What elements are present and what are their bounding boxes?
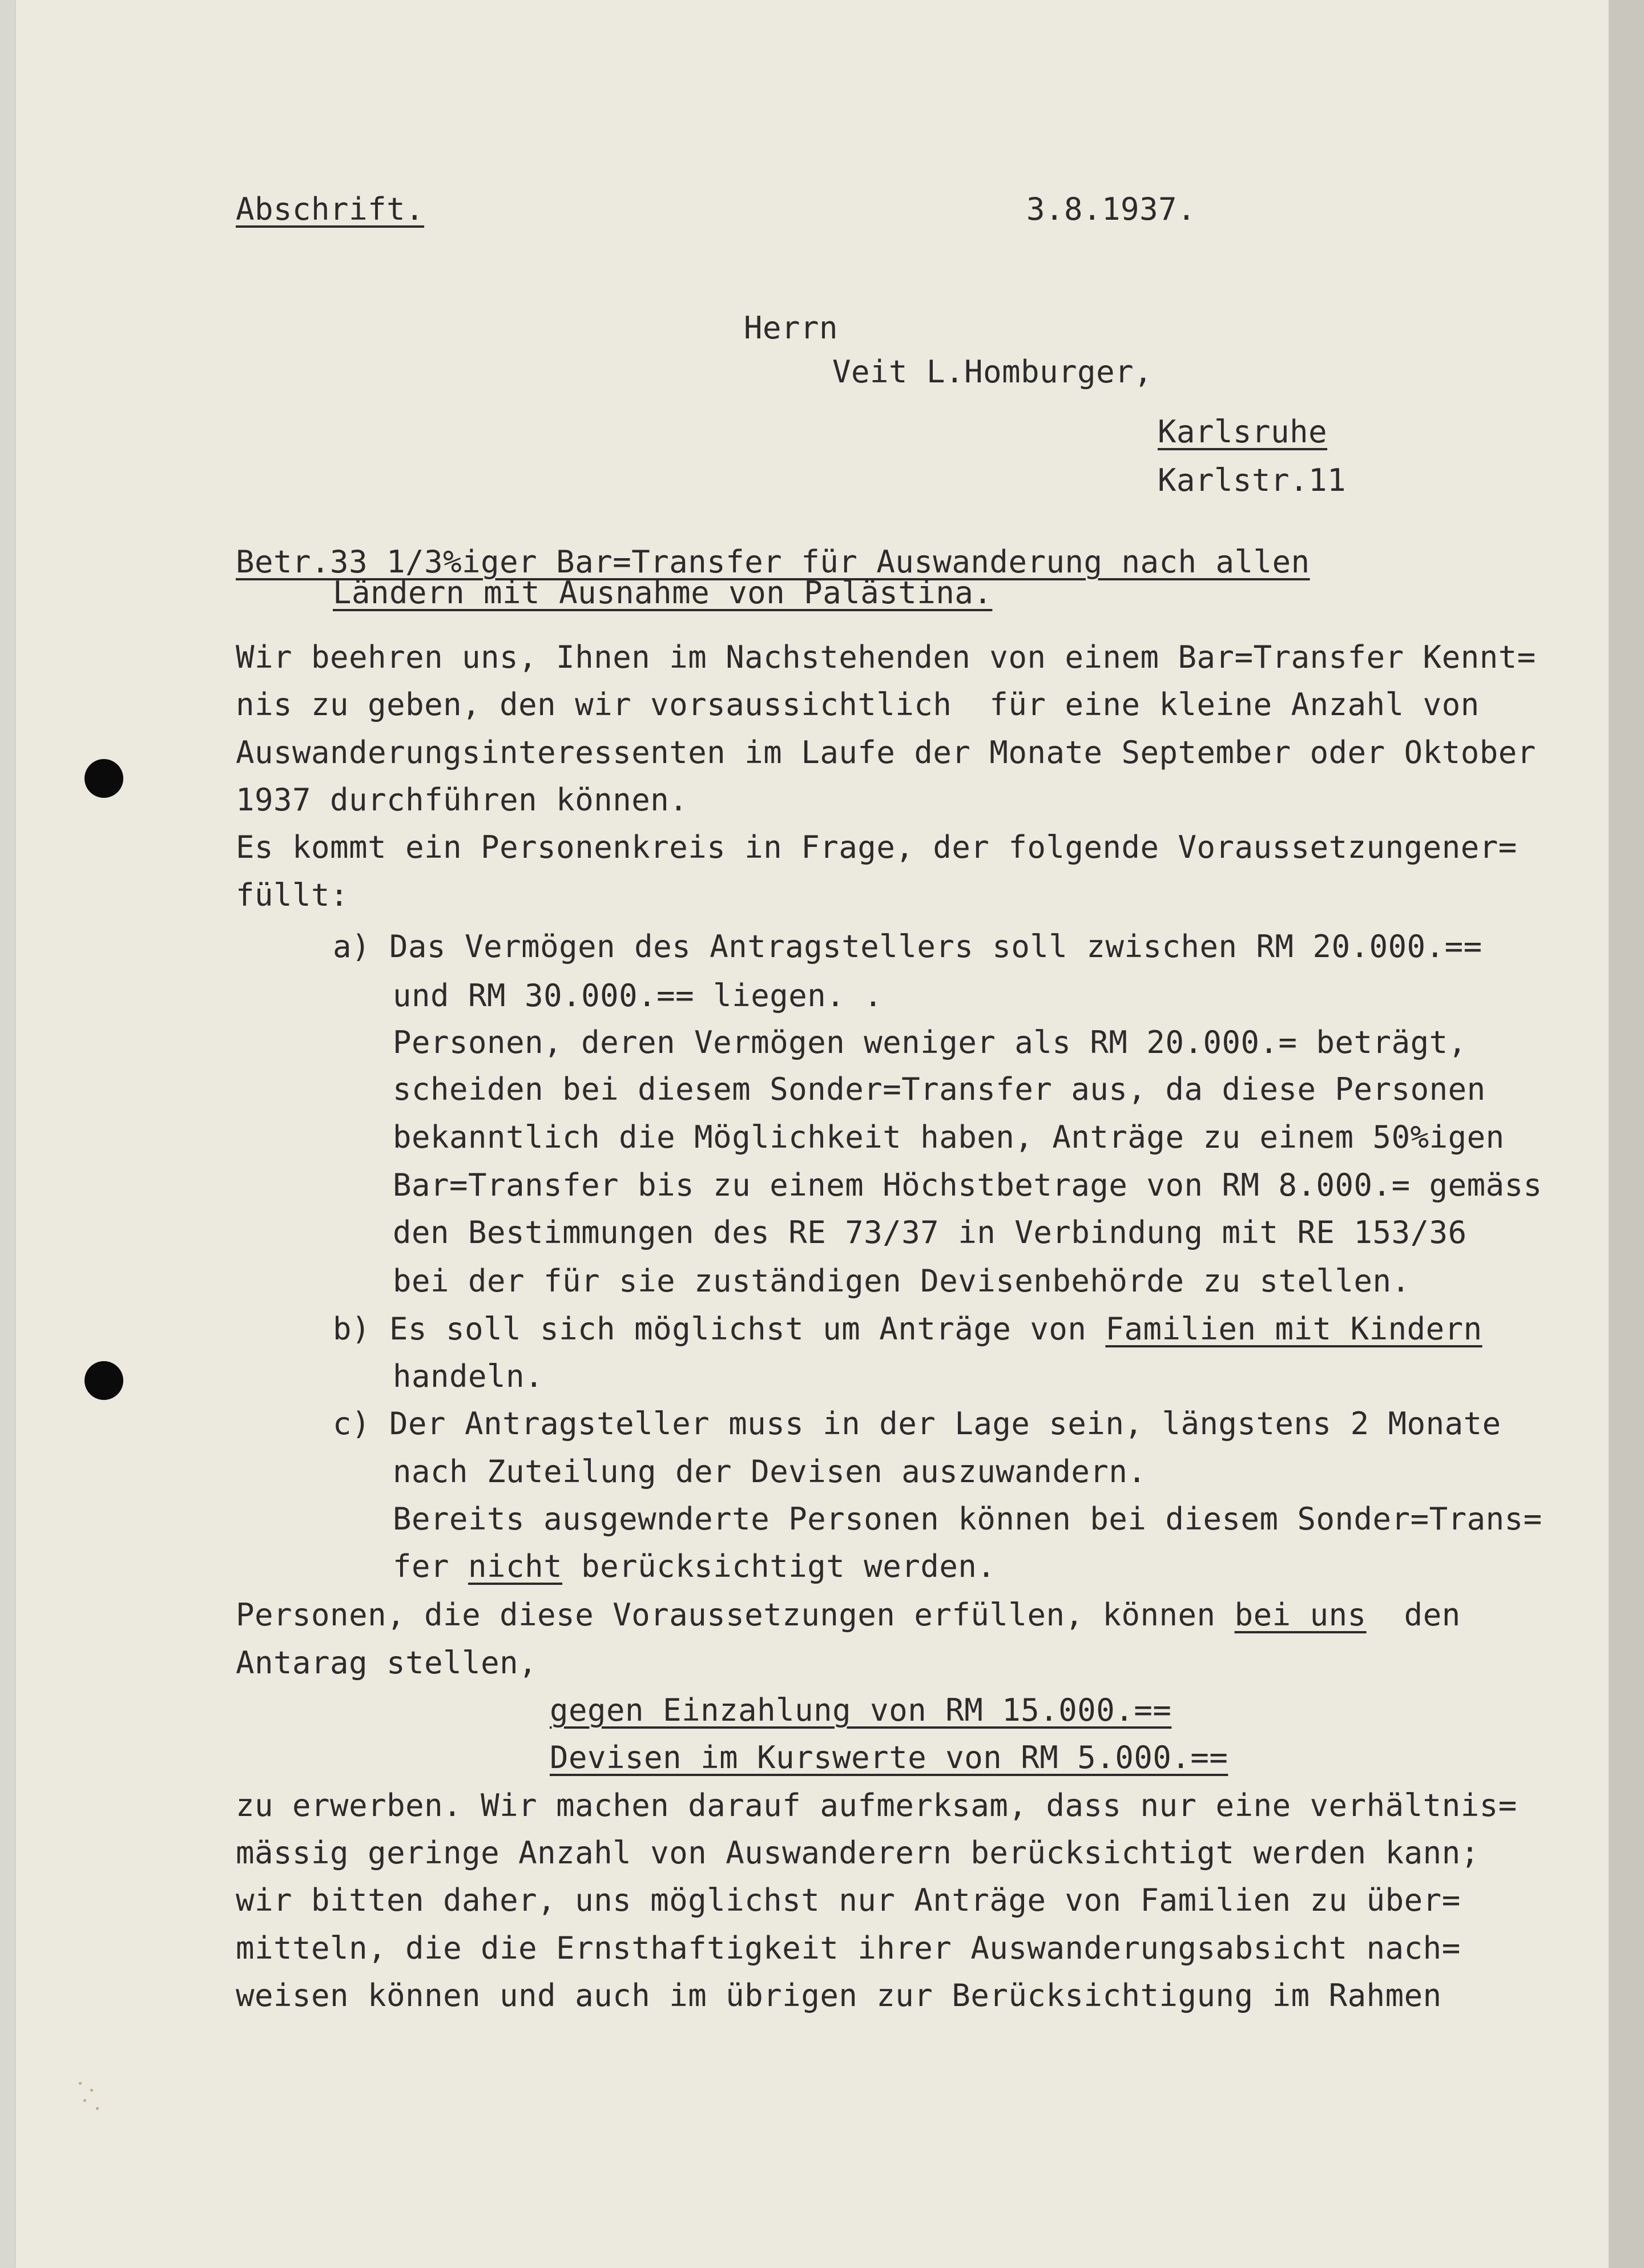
- closing-line: zu erwerben. Wir machen darauf aufmerksam, dass nur eine verhältnis=: [236, 1787, 1517, 1823]
- condition-b-emphasis: Familien mit Kindern: [1105, 1311, 1482, 1347]
- condition-a-line: bei der für sie zuständigen Devisenbehörde zu stellen.: [393, 1263, 1411, 1299]
- condition-b-line: [333, 1311, 1482, 1347]
- closing-text: Personen, die diese Voraussetzungen erfüllen, können: [236, 1597, 1235, 1633]
- closing-centered-amount: gegen Einzahlung von RM 15.000.==: [550, 1692, 1172, 1728]
- condition-c-text: fer: [393, 1548, 469, 1584]
- addressee-city: Karlsruhe: [1158, 414, 1328, 450]
- addressee-name: Veit L.Homburger,: [832, 354, 1153, 390]
- intro-line: füllt:: [236, 877, 349, 913]
- condition-c-line: nach Zuteilung der Devisen auszuwandern.: [393, 1454, 1147, 1490]
- subject-line-1: Betr.33 1/3%iger Bar=Transfer für Auswanderung nach allen: [236, 544, 1310, 580]
- condition-c-emphasis: nicht: [468, 1548, 563, 1584]
- closing-line: Antarag stellen,: [236, 1645, 538, 1681]
- closing-emphasis: bei uns: [1234, 1597, 1367, 1633]
- closing-line: wir bitten daher, uns möglichst nur Anträge von Familien zu über=: [236, 1882, 1461, 1918]
- addressee-salutation: Herrn: [744, 310, 839, 346]
- condition-a-line: Bar=Transfer bis zu einem Höchstbetrage von RM 8.000.= gemäss: [393, 1167, 1542, 1203]
- condition-a-line: scheiden bei diesem Sonder=Transfer aus, da diese Personen: [393, 1071, 1486, 1107]
- header-label: Abschrift.: [236, 191, 425, 227]
- intro-line: Es kommt ein Personenkreis in Frage, der folgende Voraussetzungener=: [236, 829, 1517, 865]
- intro-line: nis zu geben, den wir vorsaussichtlich für eine kleine Anzahl von: [236, 687, 1480, 723]
- punch-hole-top: [84, 759, 123, 798]
- condition-b-text: b) Es soll sich möglichst um Anträge von: [333, 1311, 1106, 1347]
- condition-a-line: a) Das Vermögen des Antragstellers soll zwischen RM 20.000.==: [333, 929, 1482, 964]
- condition-b-line: handeln.: [393, 1358, 544, 1394]
- addressee-street: Karlstr.11: [1158, 462, 1347, 498]
- condition-a-line: den Bestimmungen des RE 73/37 in Verbindung mit RE 153/36: [393, 1214, 1467, 1250]
- closing-line: weisen können und auch im übrigen zur Berücksichtigung im Rahmen: [236, 1978, 1442, 2013]
- closing-text: den: [1366, 1597, 1461, 1633]
- intro-line: Auswanderungsinteressenten im Laufe der Monate September oder Oktober: [236, 735, 1536, 770]
- header-date: 3.8.1937.: [1026, 191, 1196, 227]
- condition-a-line: Personen, deren Vermögen weniger als RM 20.000.= beträgt,: [393, 1024, 1467, 1060]
- closing-line: mässig geringe Anzahl von Auswanderern berücksichtigt werden kann;: [236, 1835, 1480, 1871]
- condition-a-line: und RM 30.000.== liegen. .: [393, 978, 883, 1014]
- intro-line: Wir beehren uns, Ihnen im Nachstehenden von einem Bar=Transfer Kennt=: [236, 639, 1536, 675]
- condition-c-line: [393, 1548, 996, 1584]
- paper-specks: [73, 2077, 107, 2117]
- condition-a-line: bekanntlich die Möglichkeit haben, Anträge zu einem 50%igen: [393, 1119, 1505, 1155]
- condition-c-line: c) Der Antragsteller muss in der Lage sein, längstens 2 Monate: [333, 1406, 1501, 1442]
- document-page: [16, 0, 1609, 2268]
- closing-centered-amount: Devisen im Kurswerte von RM 5.000.==: [550, 1740, 1228, 1775]
- page-edge: [1609, 0, 1644, 2268]
- condition-c-line: Bereits ausgewnderte Personen können bei diesem Sonder=Trans=: [393, 1501, 1542, 1537]
- subject-line-2: Ländern mit Ausnahme von Palästina.: [333, 575, 993, 611]
- closing-line: mitteln, die die Ernsthaftigkeit ihrer Auswanderungsabsicht nach=: [236, 1930, 1461, 1966]
- punch-hole-bottom: [84, 1361, 123, 1400]
- closing-line: [236, 1597, 1461, 1633]
- intro-line: 1937 durchführen können.: [236, 782, 688, 818]
- condition-c-text: berücksichtigt werden.: [562, 1548, 996, 1584]
